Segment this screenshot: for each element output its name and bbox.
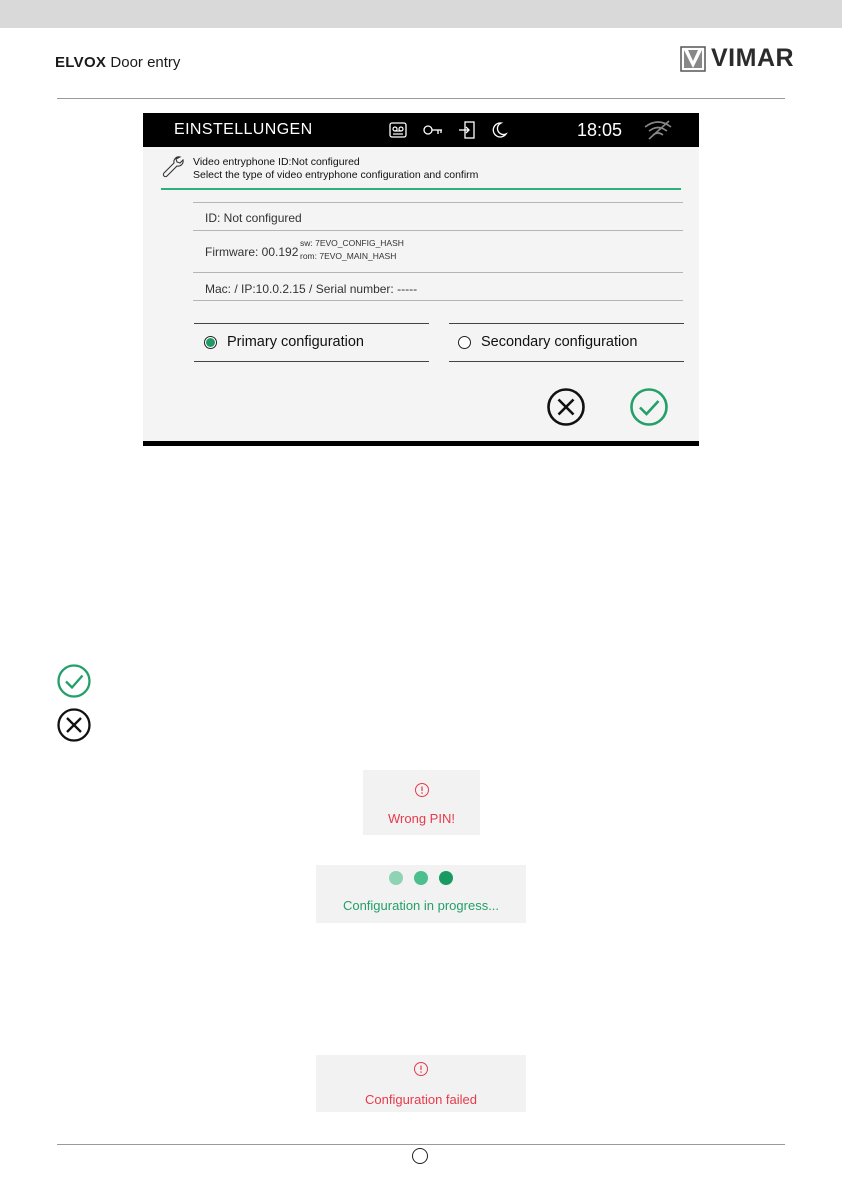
wrong-pin-toast <box>363 770 480 835</box>
secondary-config-label: Secondary configuration <box>481 334 638 350</box>
notice-line2: Select the type of video entryphone configuration and confirm <box>193 169 479 181</box>
secondary-radio[interactable] <box>458 336 471 349</box>
info-divider <box>193 300 683 301</box>
device-screen <box>143 113 699 446</box>
rom-hash: rom: 7EVO_MAIN_HASH <box>300 251 397 261</box>
failed-text: Configuration failed <box>364 1092 478 1107</box>
primary-config-option[interactable] <box>204 334 364 350</box>
hash-values <box>300 237 404 263</box>
footer-rule <box>57 1144 785 1145</box>
brand-rest: Door entry <box>106 54 181 71</box>
confirm-button[interactable] <box>629 387 669 427</box>
secondary-config-option[interactable] <box>458 334 637 350</box>
brand-label <box>55 54 180 71</box>
voicemail-icon[interactable] <box>388 120 408 140</box>
option-divider <box>449 361 684 362</box>
device-clock: 18:05 <box>577 120 623 140</box>
device-header <box>143 113 699 147</box>
alert-icon <box>413 1061 429 1077</box>
device-title: EINSTELLUNGEN <box>174 121 313 138</box>
brand-bold: ELVOX <box>55 54 107 71</box>
id-value: ID: Not configured <box>205 211 302 225</box>
option-divider <box>449 323 684 324</box>
door-enter-icon[interactable] <box>458 120 476 140</box>
option-divider <box>194 323 429 324</box>
progress-dot <box>439 871 453 885</box>
progress-dot <box>389 871 403 885</box>
network-info: Mac: / IP:10.0.2.15 / Serial number: ----- <box>205 282 418 296</box>
info-divider <box>193 272 683 273</box>
sw-hash: sw: 7EVO_CONFIG_HASH <box>300 238 404 248</box>
header-rule <box>57 98 785 99</box>
page-number-circle <box>412 1148 428 1164</box>
cancel-legend-icon <box>56 707 92 743</box>
key-icon[interactable] <box>422 120 444 140</box>
firmware-value: Firmware: 00.192 <box>205 245 299 259</box>
notice-line1: Video entryphone ID:Not configured <box>193 156 360 168</box>
info-divider <box>193 202 683 203</box>
wrench-icon <box>161 154 185 178</box>
cancel-button[interactable] <box>546 387 586 427</box>
config-notice <box>193 156 478 182</box>
progress-dot <box>414 871 428 885</box>
failed-toast <box>316 1055 526 1112</box>
top-band <box>0 0 842 28</box>
info-divider <box>193 230 683 231</box>
option-divider <box>194 361 429 362</box>
vimar-logo <box>680 44 794 73</box>
vimar-logo-icon <box>680 46 706 72</box>
progress-toast <box>316 865 526 923</box>
logo-text: VIMAR <box>711 44 795 72</box>
wifi-off-icon <box>643 119 673 141</box>
status-icons <box>388 120 508 140</box>
notice-divider <box>161 188 681 190</box>
moon-icon[interactable] <box>490 120 508 140</box>
progress-text: Configuration in progress... <box>342 898 500 913</box>
primary-radio[interactable] <box>204 336 217 349</box>
device-bottom-bar <box>143 441 699 446</box>
wrong-pin-text: Wrong PIN! <box>388 811 455 826</box>
progress-dots <box>316 871 526 885</box>
primary-config-label: Primary configuration <box>227 334 364 350</box>
radio-selected-dot <box>206 338 215 347</box>
alert-icon <box>414 782 430 798</box>
confirm-legend-icon <box>56 663 92 699</box>
